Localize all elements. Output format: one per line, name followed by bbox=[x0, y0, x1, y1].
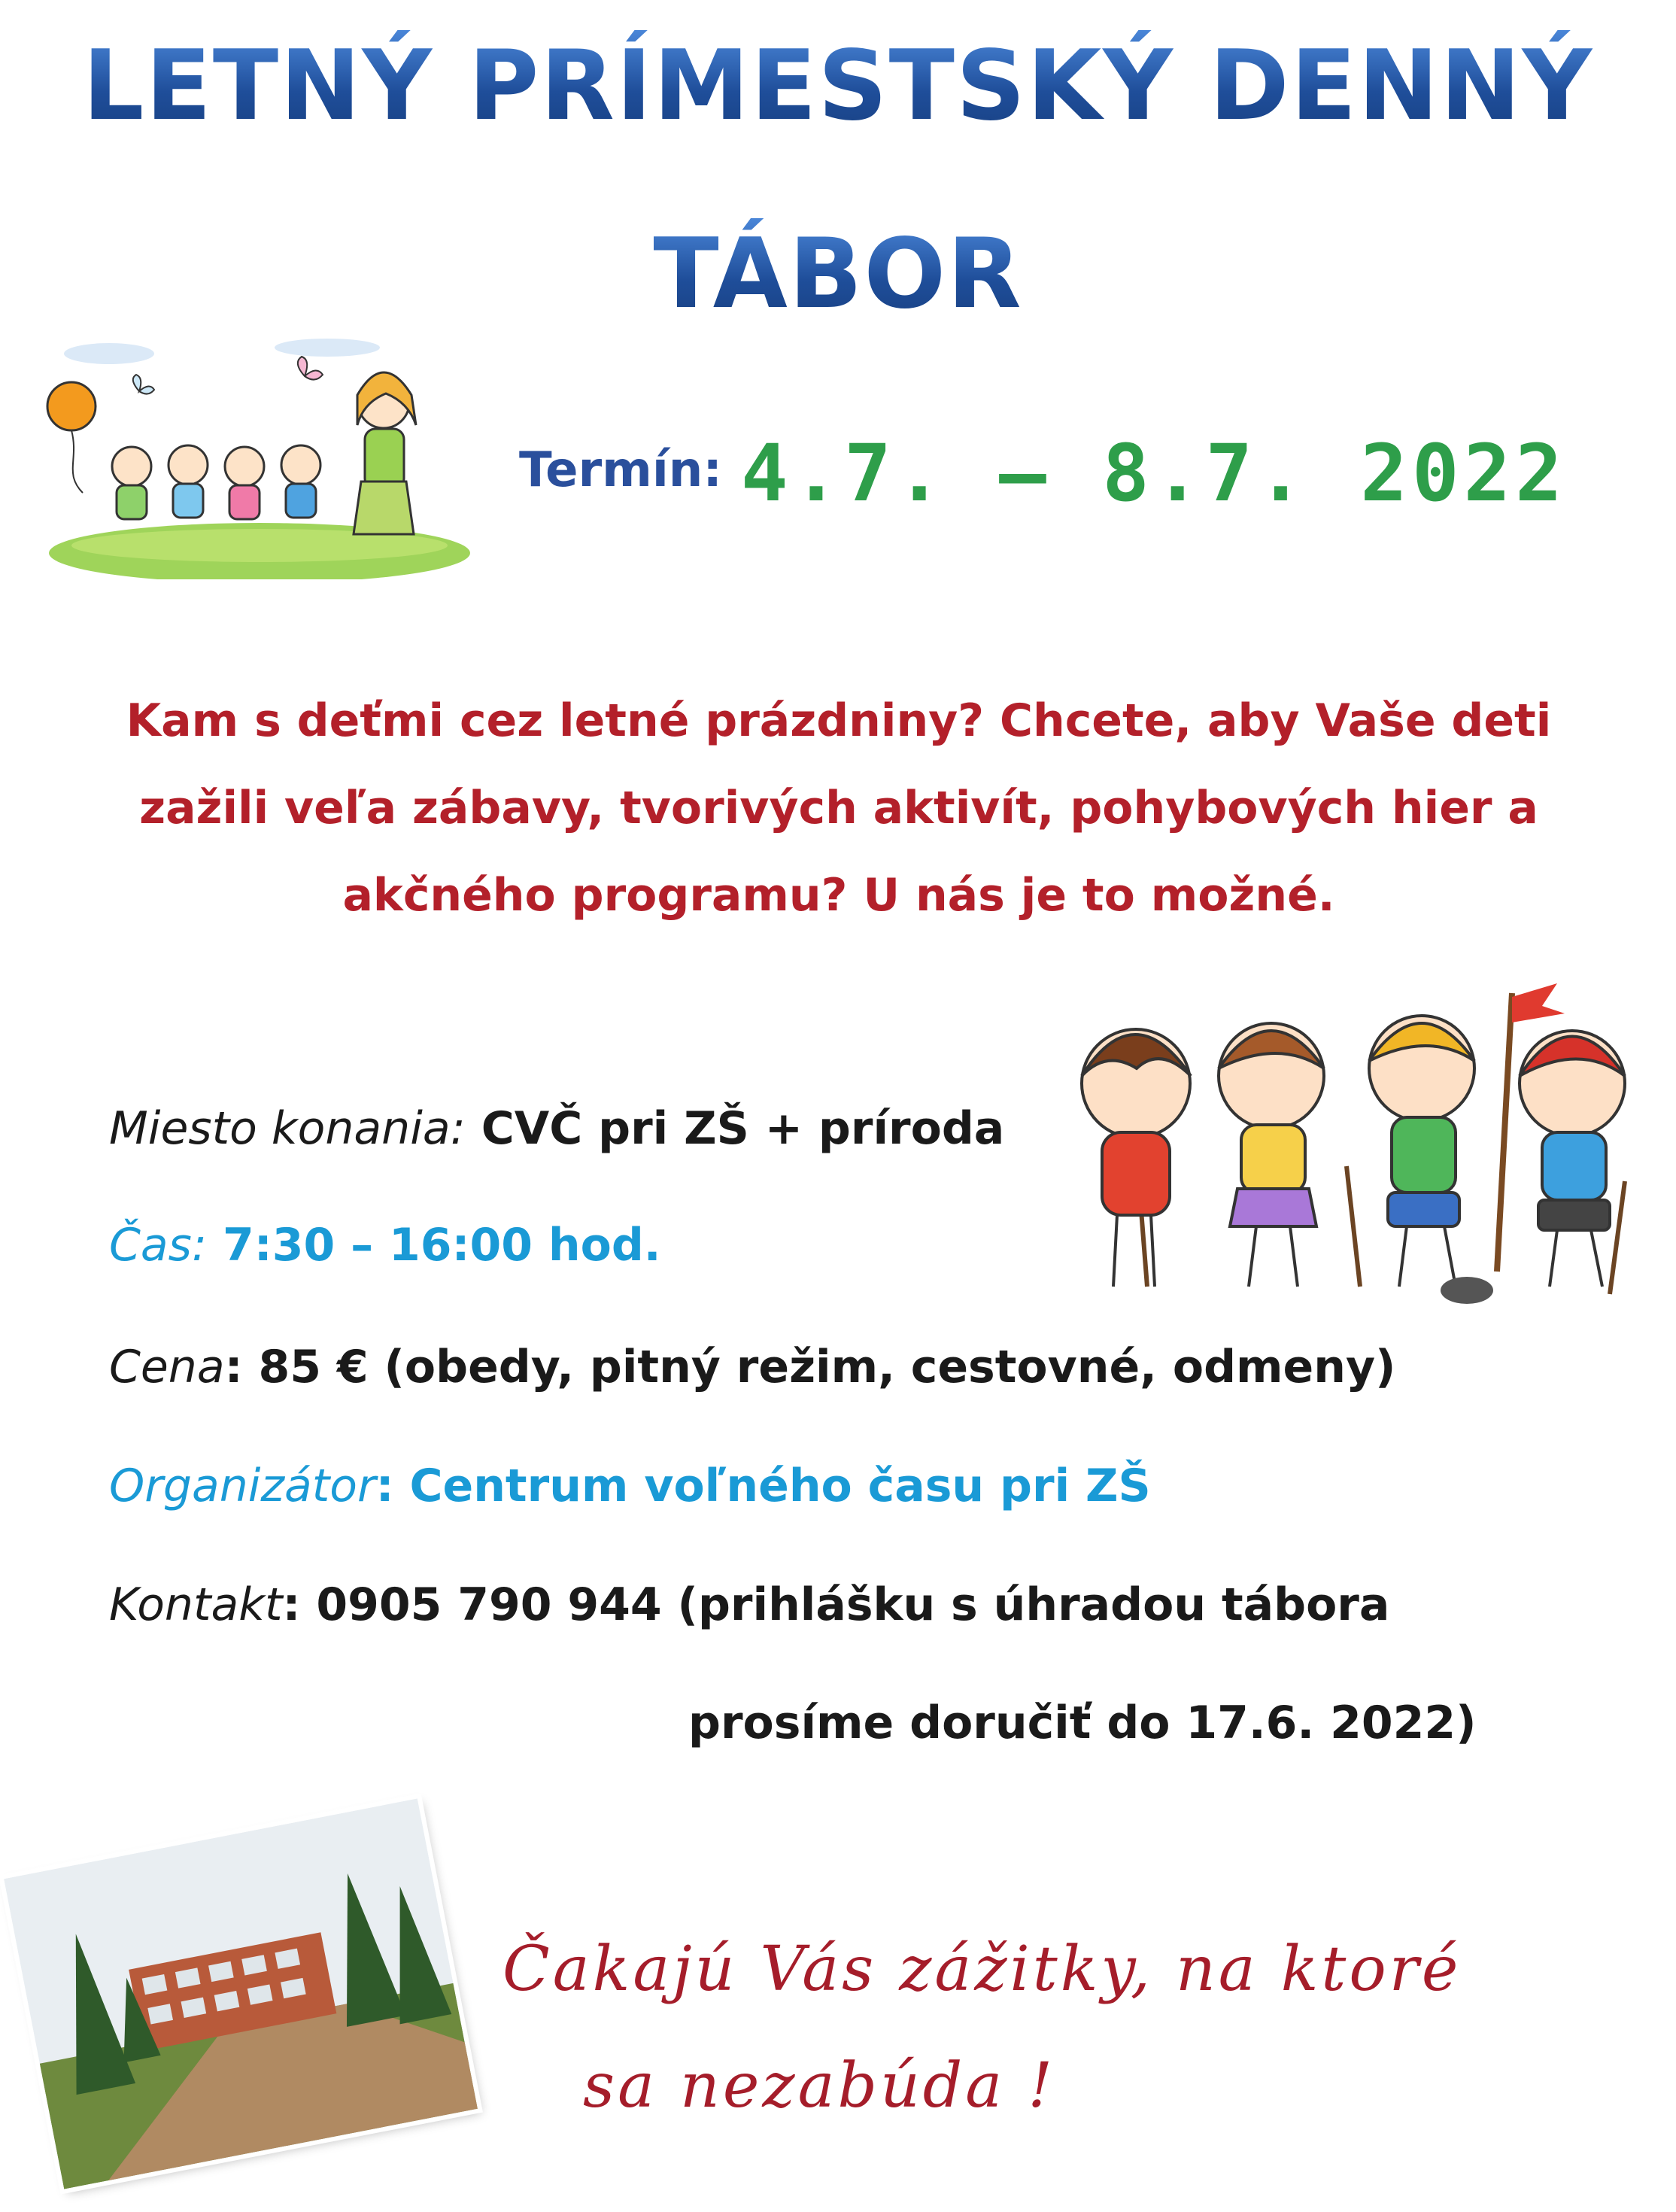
contact-value: : 0905 790 944 (prihlášku s úhradou tábora bbox=[282, 1578, 1390, 1631]
place-label: Miesto konania: bbox=[109, 1102, 466, 1155]
detail-place bbox=[109, 1102, 1004, 1155]
time-label: Čas: bbox=[109, 1219, 208, 1272]
detail-price bbox=[109, 1341, 1395, 1393]
closing-line-1: Čakajú Vás zážitky, na ktoré bbox=[502, 1934, 1462, 2005]
title-line-1 bbox=[0, 30, 1676, 142]
title-text-1: LETNÝ PRÍMESTSKÝ DENNÝ bbox=[82, 30, 1594, 142]
price-value: : 85 € (obedy, pitný režim, cestovné, odmeny) bbox=[224, 1341, 1396, 1393]
detail-organizer bbox=[109, 1460, 1151, 1512]
term-dates: 4.7. – 8.7. 2022 bbox=[741, 427, 1567, 519]
time-value: 7:30 – 16:00 hod. bbox=[207, 1219, 661, 1272]
contact-label: Kontakt bbox=[109, 1578, 283, 1631]
closing-line-2: sa nezabúda ! bbox=[583, 2050, 1056, 2122]
price-label: Cena bbox=[109, 1341, 225, 1393]
detail-contact bbox=[109, 1578, 1389, 1631]
place-value: CVČ pri ZŠ + príroda bbox=[465, 1102, 1005, 1155]
school-photo bbox=[4, 1798, 478, 2189]
term-label: Termín: bbox=[519, 442, 722, 498]
title-text-2: TÁBOR bbox=[653, 218, 1023, 330]
organizer-value: : Centrum voľného času pri ZŠ bbox=[375, 1460, 1151, 1512]
contact-value-2: prosíme doručiť do 17.6. 2022) bbox=[688, 1697, 1477, 1749]
detail-contact-line-2 bbox=[688, 1697, 1477, 1749]
intro-paragraph: Kam s deťmi cez letné prázdniny? Chcete, aby Vaše deti zažili veľa zábavy, tvorivých aktivít, pohybových hier a akčného programu? U nás je to možné. bbox=[126, 694, 1552, 922]
hiking-kids-illustration bbox=[1046, 971, 1647, 1309]
kids-holding-hands-illustration bbox=[41, 331, 485, 579]
organizer-label: Organizátor bbox=[109, 1460, 376, 1512]
title-line-2 bbox=[0, 218, 1676, 330]
detail-time bbox=[109, 1219, 661, 1272]
